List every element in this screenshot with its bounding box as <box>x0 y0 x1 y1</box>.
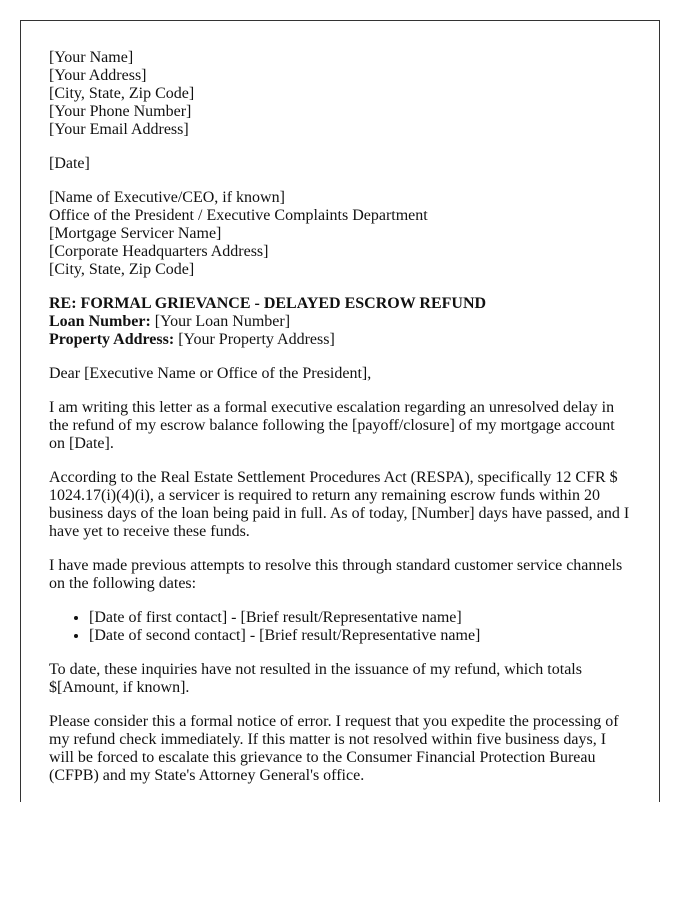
list-item: • [Date of first contact] - [Brief result/Representative name] <box>89 609 634 627</box>
body-paragraph-notice-of-error: Please consider this a formal notice of error. I request that you expedite the processing of my refund check immediately. If this matter is not resolved within five business days, I will be forced to escalate this grievance to the Consumer Financial Protection Bureau (CFPB) and my State's Attorney General's office. <box>49 713 619 784</box>
loan-number-line <box>49 313 634 331</box>
sender-name: [Your Name] <box>49 49 134 66</box>
sender-address-block <box>49 49 634 139</box>
recipient-address: [Corporate Headquarters Address] <box>49 243 269 260</box>
sender-address: [Your Address] <box>49 67 147 84</box>
salutation: Dear [Executive Name or Office of the President], <box>49 365 372 382</box>
subject-block <box>49 295 634 349</box>
property-address-value: [Your Property Address] <box>174 331 335 348</box>
body-paragraph-refund-total: To date, these inquiries have not resulted in the issuance of my refund, which totals $[Amount, if known]. <box>49 661 582 696</box>
letter-content <box>49 49 634 801</box>
recipient-city-state-zip: [City, State, Zip Code] <box>49 261 195 278</box>
body-paragraph-respa: According to the Real Estate Settlement Procedures Act (RESPA), specifically 12 CFR $ 1024.17(i)(4)(i), a servicer is required to return any remaining escrow funds within 20 business days of the loan being paid in full. As of today, [Number] days have passed, and I have yet to receive these funds. <box>49 469 630 540</box>
recipient-address-block <box>49 189 634 279</box>
property-address-label: Property Address: <box>49 331 175 348</box>
date-block <box>49 155 634 173</box>
sender-city-state-zip: [City, State, Zip Code] <box>49 85 195 102</box>
sender-phone: [Your Phone Number] <box>49 103 192 120</box>
list-item: • [Date of second contact] - [Brief result/Representative name] <box>89 627 634 645</box>
sender-email: [Your Email Address] <box>49 121 189 138</box>
letter-date: [Date] <box>49 155 90 172</box>
loan-number-label: Loan Number: <box>49 313 151 330</box>
body-paragraph-intro: I am writing this letter as a formal executive escalation regarding an unresolved delay in the refund of my escrow balance following the [payoff/closure] of my mortgage account on [Date]. <box>49 399 615 452</box>
property-address-line <box>49 331 634 349</box>
recipient-name: [Name of Executive/CEO, if known] <box>49 189 285 206</box>
recipient-company: [Mortgage Servicer Name] <box>49 225 222 242</box>
recipient-office: Office of the President / Executive Complaints Department <box>49 207 428 224</box>
body-paragraph-attempts: I have made previous attempts to resolve this through standard customer service channels on the following dates: <box>49 557 623 592</box>
contact-attempts-list <box>49 609 634 645</box>
loan-number-value: [Your Loan Number] <box>150 313 291 330</box>
letter-page <box>20 20 660 802</box>
subject-line: RE: FORMAL GRIEVANCE - DELAYED ESCROW REFUND <box>49 295 487 312</box>
